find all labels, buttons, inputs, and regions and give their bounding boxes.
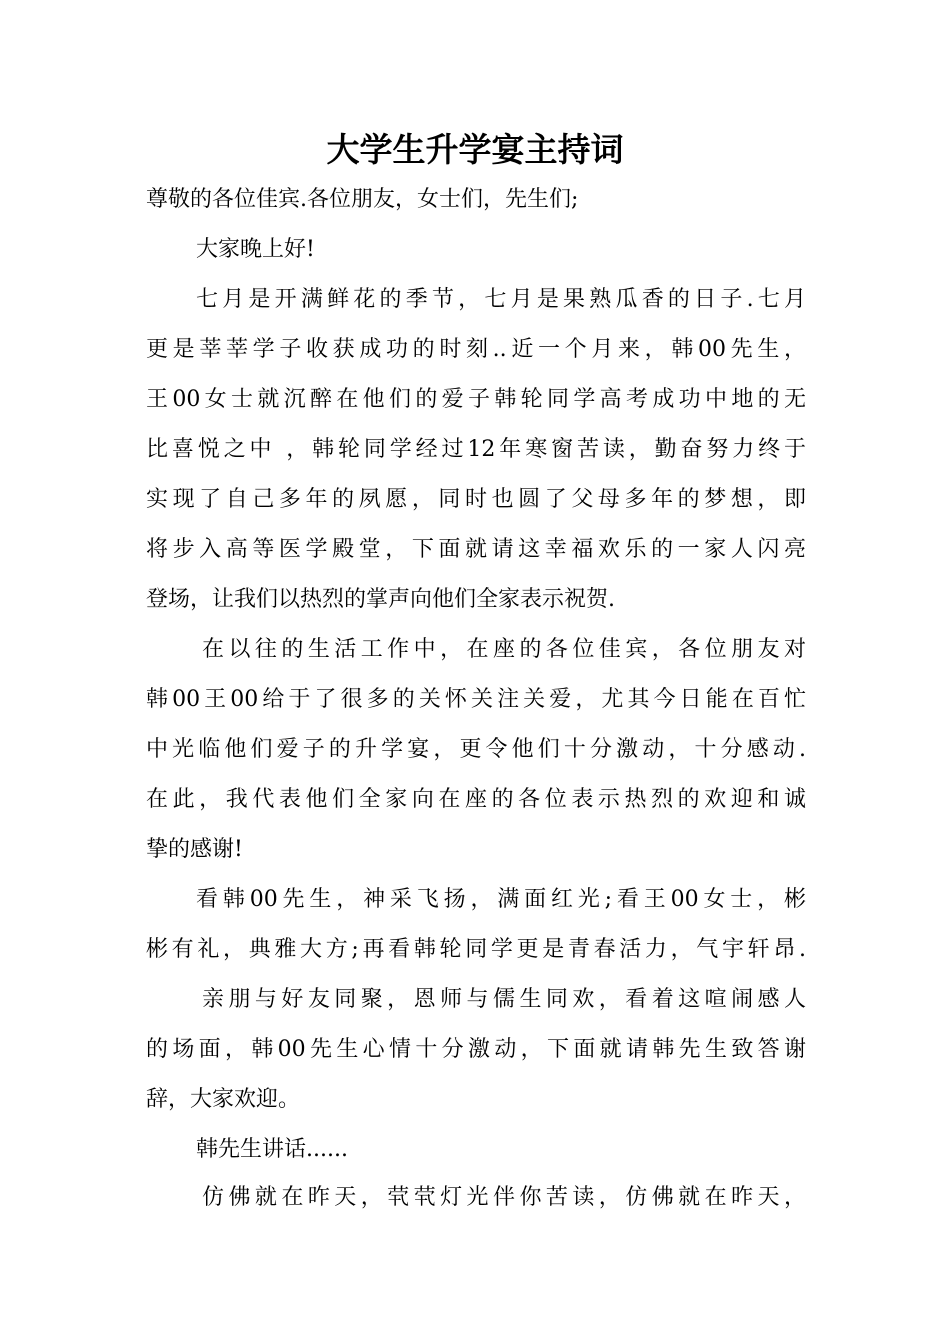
paragraph-line: 仿佛就在昨天，茕茕灯光伴你苦读，仿佛就在昨天，	[202, 1185, 806, 1210]
paragraph-line: 王00女士就沉醉在他们的爱子韩轮同学高考成功中地的无	[146, 387, 806, 412]
paragraph-line: 在此，我代表他们全家向在座的各位表示热烈的欢迎和诚	[146, 787, 806, 812]
paragraph-line: 韩00王00给于了很多的关怀关注关爱，尤其今日能在百忙	[146, 687, 806, 712]
greeting-line: 大家晚上好!	[196, 237, 315, 262]
paragraph-line: 更是莘莘学子收获成功的时刻..近一个月来，韩00先生，	[146, 337, 806, 362]
paragraph-line: 比喜悦之中 ，韩轮同学经过12年寒窗苦读，勤奋努力终于	[146, 437, 806, 462]
paragraph-line: 在以往的生活工作中，在座的各位佳宾，各位朋友对	[202, 637, 806, 662]
paragraph-line: 亲朋与好友同聚，恩师与儒生同欢，看着这喧闹感人	[202, 987, 806, 1012]
paragraph-line: 韩先生讲话......	[196, 1137, 348, 1162]
paragraph-line: 实现了自己多年的夙愿，同时也圆了父母多年的梦想，即	[146, 487, 806, 512]
paragraph-line: 挚的感谢!	[146, 837, 243, 862]
paragraph-line: 登场，让我们以热烈的掌声向他们全家表示祝贺.	[146, 587, 615, 612]
paragraph-line: 将步入高等医学殿堂，下面就请这幸福欢乐的一家人闪亮	[146, 537, 806, 562]
paragraph-line: 的场面，韩00先生心情十分激动，下面就请韩先生致答谢	[146, 1037, 806, 1062]
document-title: 大学生升学宴主持词	[326, 130, 624, 169]
paragraph-line: 中光临他们爱子的升学宴，更令他们十分激动，十分感动.	[146, 737, 806, 762]
paragraph-line: 彬有礼，典雅大方;再看韩轮同学更是青春活力，气宇轩昂.	[146, 937, 806, 962]
paragraph-line: 看韩00先生，神采飞扬，满面红光;看王00女士，彬	[196, 887, 806, 912]
paragraph-line: 七月是开满鲜花的季节，七月是果熟瓜香的日子.七月	[196, 287, 806, 312]
salutation-line: 尊敬的各位佳宾.各位朋友，女士们，先生们;	[146, 187, 579, 212]
paragraph-line: 辞，大家欢迎。	[146, 1087, 301, 1112]
